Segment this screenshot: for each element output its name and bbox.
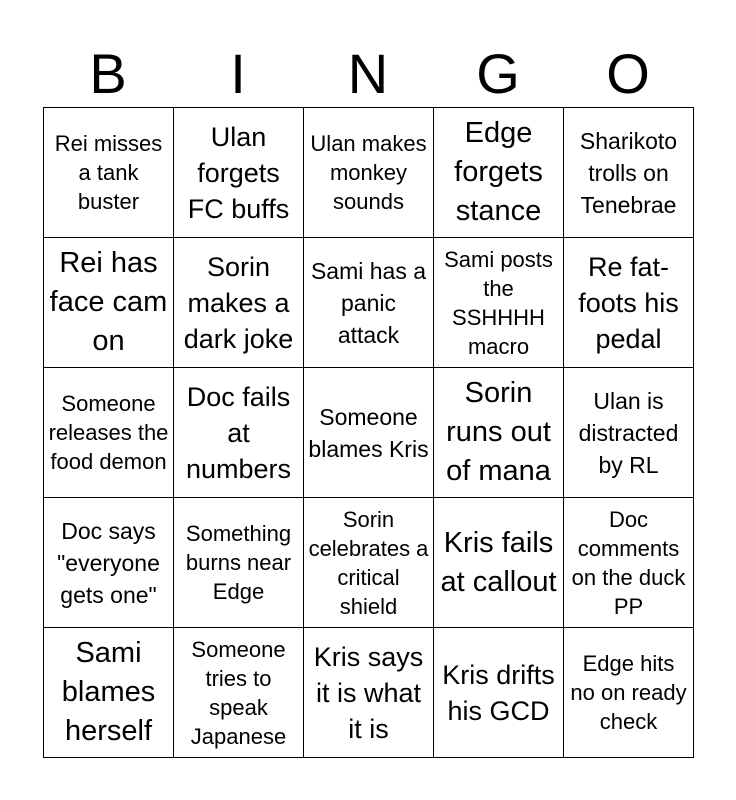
board-row <box>44 238 694 368</box>
bingo-board <box>43 107 694 758</box>
cell-text: Doc says "everyone gets one" <box>57 517 160 608</box>
bingo-cell[interactable] <box>434 368 564 498</box>
cell-text: Sorin runs out of mana <box>446 377 551 487</box>
board-row <box>44 108 694 238</box>
header-letter-n: N <box>347 42 389 105</box>
cell-text: Ulan forgets FC buffs <box>187 121 290 224</box>
bingo-cell[interactable] <box>564 628 694 758</box>
cell-text: Sharikoto trolls on Tenebrae <box>579 127 678 218</box>
bingo-cell[interactable] <box>564 368 694 498</box>
cell-text: Someone releases the food demon <box>48 391 169 474</box>
cell-text: Kris drifts his GCD <box>442 659 555 726</box>
bingo-cell[interactable] <box>304 238 434 368</box>
bingo-cell[interactable] <box>304 498 434 628</box>
cell-text: Sorin makes a dark joke <box>183 251 294 354</box>
bingo-cell[interactable] <box>434 238 564 368</box>
cell-text: Doc fails at numbers <box>185 381 292 484</box>
cell-text: Sorin celebrates a critical shield <box>308 506 429 619</box>
bingo-cell[interactable] <box>174 108 304 238</box>
header-letter-o: O <box>606 42 650 105</box>
bingo-cell[interactable] <box>44 628 174 758</box>
bingo-header <box>43 40 693 108</box>
bingo-cell[interactable] <box>434 628 564 758</box>
bingo-cell[interactable] <box>44 498 174 628</box>
cell-text: Re fat-foots his pedal <box>578 251 679 354</box>
cell-text: Rei misses a tank buster <box>54 131 163 214</box>
cell-text: Edge hits no on ready check <box>570 651 687 734</box>
board-row <box>44 368 694 498</box>
header-letter-g: G <box>476 42 520 105</box>
cell-text: Someone tries to speak Japanese <box>190 636 287 749</box>
cell-text: Ulan is distracted by RL <box>578 387 679 478</box>
cell-text: Rei has face cam on <box>49 247 168 357</box>
bingo-cell[interactable] <box>434 108 564 238</box>
bingo-cell[interactable] <box>174 368 304 498</box>
bingo-cell[interactable] <box>174 498 304 628</box>
cell-text: Edge forgets stance <box>454 117 543 227</box>
cell-text: Doc comments on the duck PP <box>571 506 686 619</box>
cell-text: Someone blames Kris <box>308 403 429 462</box>
cell-text: Something burns near Edge <box>185 521 292 604</box>
cell-text: Sami posts the SSHHHH macro <box>444 246 553 359</box>
bingo-cell[interactable] <box>174 628 304 758</box>
bingo-cell[interactable] <box>564 238 694 368</box>
bingo-cell[interactable] <box>304 108 434 238</box>
board-row <box>44 498 694 628</box>
board-row <box>44 628 694 758</box>
bingo-cell[interactable] <box>44 368 174 498</box>
header-letter-b: B <box>89 42 127 105</box>
cell-text: Ulan makes monkey sounds <box>310 131 427 214</box>
header-letter-i: I <box>230 42 246 105</box>
bingo-cell[interactable] <box>44 238 174 368</box>
cell-text: Kris says it is what it is <box>313 641 424 744</box>
bingo-cell[interactable] <box>564 108 694 238</box>
cell-text: Sami blames herself <box>61 637 156 747</box>
bingo-cell[interactable] <box>434 498 564 628</box>
bingo-cell[interactable] <box>564 498 694 628</box>
bingo-cell[interactable] <box>44 108 174 238</box>
bingo-cell[interactable] <box>304 628 434 758</box>
cell-text: Sami has a panic attack <box>310 257 427 348</box>
bingo-cell[interactable] <box>304 368 434 498</box>
bingo-cell[interactable] <box>174 238 304 368</box>
cell-text: Kris fails at callout <box>440 526 557 598</box>
